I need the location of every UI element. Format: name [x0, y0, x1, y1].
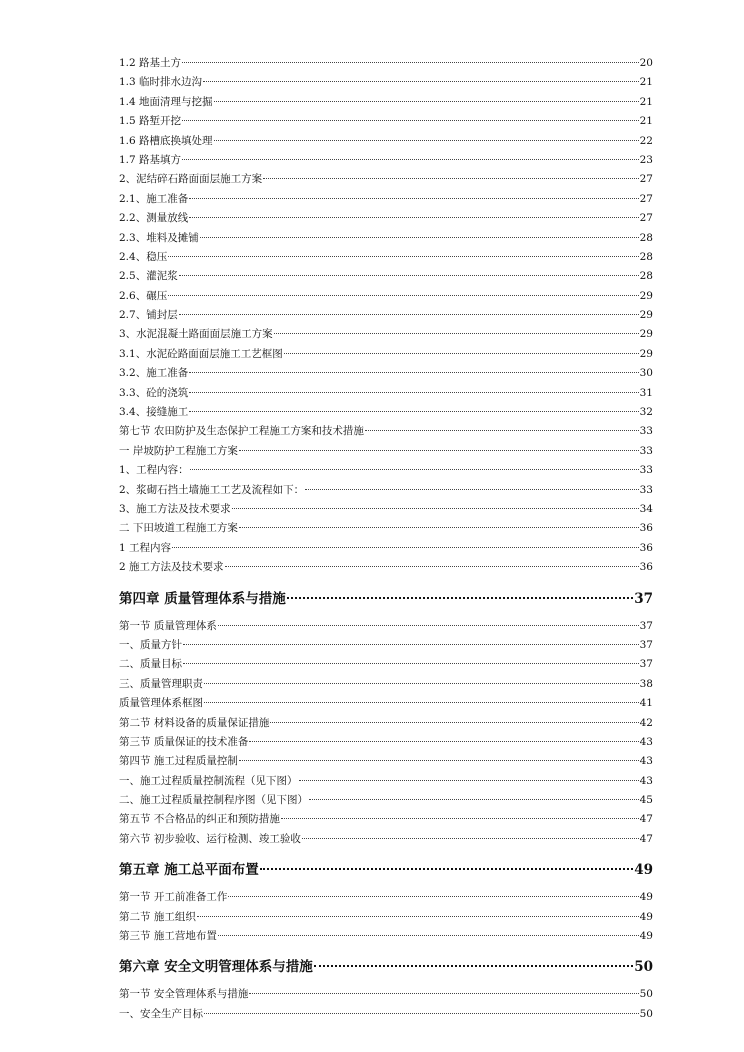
dot-leader — [204, 1013, 639, 1014]
toc-entry[interactable] — [119, 364, 653, 383]
toc-entry[interactable] — [119, 985, 653, 1004]
toc-entry-title: 一、安全生产目标 — [119, 1007, 203, 1020]
dot-leader — [305, 489, 638, 490]
toc-entry[interactable] — [119, 519, 653, 538]
dot-leader — [218, 625, 639, 626]
toc-entry-title: 2.5、灌泥浆 — [119, 270, 178, 283]
toc-entry-title: 二 下田坡道工程施工方案 — [119, 522, 238, 535]
toc-entry-title: 质量管理体系框图 — [119, 697, 203, 710]
toc-entry-title: 3.4、接缝施工 — [119, 406, 189, 419]
toc-entry[interactable] — [119, 267, 653, 286]
dot-leader — [189, 217, 638, 218]
toc-entry[interactable] — [119, 422, 653, 441]
toc-entry-page-number: 47 — [639, 813, 653, 826]
dot-leader — [204, 702, 639, 703]
toc-entry-page-number: 27 — [639, 173, 653, 186]
toc-entry-page-number: 32 — [639, 406, 653, 419]
toc-entry[interactable] — [119, 655, 653, 674]
toc-entry-page-number: 36 — [639, 561, 653, 574]
toc-entry-page-number: 43 — [639, 735, 653, 748]
toc-entry-title: 第一节 质量管理体系 — [119, 619, 217, 632]
toc-entry-title: 2.1、施工准备 — [119, 192, 189, 205]
dot-leader — [314, 965, 634, 967]
dot-leader — [172, 547, 639, 548]
toc-entry-page-number: 37 — [634, 590, 653, 607]
toc-entry-title: 第一节 开工前准备工作 — [119, 891, 228, 904]
toc-entry[interactable] — [119, 558, 653, 577]
dot-leader — [183, 663, 639, 664]
toc-entry-page-number: 30 — [639, 367, 653, 380]
toc-entry-title: 第六节 初步验收、运行检测、竣工验收 — [119, 832, 301, 845]
toc-chapter-entry[interactable] — [119, 858, 653, 883]
toc-entry-title: 1.7 路基填方 — [119, 153, 182, 166]
toc-entry[interactable] — [119, 93, 653, 112]
toc-entry[interactable] — [119, 325, 653, 344]
toc-entry-page-number: 37 — [639, 658, 653, 671]
toc-entry-title: 2.4、稳压 — [119, 250, 168, 263]
toc-entry[interactable] — [119, 481, 653, 500]
toc-entry[interactable] — [119, 461, 653, 480]
toc-entry-title: 3.1、水泥砼路面面层施工工艺框图 — [119, 347, 283, 360]
toc-entry-page-number: 27 — [639, 212, 653, 225]
dot-leader — [182, 62, 639, 63]
toc-entry-title: 1、工程内容： — [119, 464, 189, 477]
toc-entry-title: 第三节 施工营地布置 — [119, 930, 217, 943]
dot-leader — [189, 411, 638, 412]
toc-entry-page-number: 50 — [634, 959, 653, 976]
toc-chapter-entry[interactable] — [119, 587, 653, 612]
toc-entry-page-number: 21 — [639, 115, 653, 128]
toc-entry[interactable] — [119, 442, 653, 461]
toc-entry-title: 3.3、砼的浇筑 — [119, 386, 189, 399]
dot-leader — [281, 818, 639, 819]
toc-entry[interactable] — [119, 908, 653, 927]
toc-entry-title: 2.6、碾压 — [119, 289, 168, 302]
dot-leader — [200, 237, 639, 238]
toc-entry[interactable] — [119, 810, 653, 829]
toc-entry-title: 1.2 路基土方 — [119, 57, 182, 69]
toc-entry-title: 1.4 地面清理与挖掘 — [119, 95, 213, 108]
toc-entry-title: 二、施工过程质量控制程序图（见下图） — [119, 794, 308, 807]
toc-entry-page-number: 43 — [639, 755, 653, 768]
toc-entry[interactable] — [119, 229, 653, 248]
dot-leader — [309, 799, 639, 800]
toc-entry[interactable] — [119, 248, 653, 267]
dot-leader — [179, 314, 639, 315]
dot-leader — [270, 722, 638, 723]
toc-entry-title: 第四节 施工过程质量控制 — [119, 755, 238, 768]
toc-entry-title: 2.3、堆料及摊铺 — [119, 231, 199, 244]
toc-entry[interactable] — [119, 675, 653, 694]
toc-entry-title: 2 施工方法及技术要求 — [119, 561, 224, 574]
toc-entry[interactable] — [119, 830, 653, 849]
toc-entry[interactable] — [119, 132, 653, 151]
toc-entry[interactable] — [119, 306, 653, 325]
dot-leader — [225, 566, 639, 567]
toc-entry-page-number: 50 — [639, 1007, 653, 1020]
toc-entry-page-number: 49 — [639, 891, 653, 904]
dot-leader — [263, 178, 638, 179]
toc-entry-page-number: 29 — [639, 289, 653, 302]
dot-leader — [189, 392, 638, 393]
toc-entry-page-number: 22 — [639, 134, 653, 147]
toc-entry-page-number: 28 — [639, 250, 653, 263]
dot-leader — [197, 916, 639, 917]
dot-leader — [239, 760, 639, 761]
toc-entry-page-number: 29 — [639, 328, 653, 341]
toc-entry-title: 第四章 质量管理体系与措施 — [119, 590, 286, 607]
dot-leader — [302, 838, 639, 839]
toc-entry[interactable] — [119, 73, 653, 92]
toc-entry[interactable] — [119, 287, 653, 306]
toc-entry-title: 1.6 路槽底换填处理 — [119, 134, 213, 147]
dot-leader — [365, 430, 639, 431]
toc-entry-title: 3.2、施工准备 — [119, 367, 189, 380]
toc-entry-page-number: 50 — [639, 988, 653, 1001]
dot-leader — [249, 993, 638, 994]
toc-entry-page-number: 43 — [639, 774, 653, 787]
toc-chapter-entry[interactable] — [119, 955, 653, 980]
toc-entry[interactable] — [119, 345, 653, 364]
toc-entry-page-number: 49 — [639, 930, 653, 943]
toc-entry-title: 1.3 临时排水边沟 — [119, 76, 203, 89]
dot-leader — [179, 275, 639, 276]
dot-leader — [239, 450, 639, 451]
dot-leader — [204, 683, 639, 684]
toc-entry-title: 1.5 路堑开挖 — [119, 115, 182, 128]
toc-entry[interactable] — [119, 54, 653, 73]
toc-entry-page-number: 27 — [639, 192, 653, 205]
dot-leader — [249, 741, 638, 742]
toc-entry-page-number: 34 — [639, 502, 653, 515]
dot-leader — [168, 256, 638, 257]
toc-entry[interactable] — [119, 694, 653, 713]
dot-leader — [189, 198, 638, 199]
toc-entry[interactable] — [119, 752, 653, 771]
toc-entry-page-number: 28 — [639, 270, 653, 283]
dot-leader — [218, 935, 639, 936]
dot-leader — [182, 159, 639, 160]
dot-leader — [189, 372, 638, 373]
toc-entry-page-number: 47 — [639, 832, 653, 845]
toc-entry[interactable] — [119, 384, 653, 403]
dot-leader — [228, 896, 638, 897]
toc-entry-page-number: 29 — [639, 309, 653, 322]
toc-entry-title: 一、质量方针 — [119, 638, 182, 651]
toc-entry-page-number: 21 — [639, 95, 653, 108]
dot-leader — [190, 469, 639, 470]
toc-entry-title: 2、浆砌石挡土墙施工工艺及流程如下： — [119, 483, 305, 496]
toc-entry-title: 第五节 不合格品的纠正和预防措施 — [119, 813, 280, 826]
toc-entry-title: 2.7、铺封层 — [119, 309, 178, 322]
toc-entry-page-number: 33 — [639, 483, 653, 496]
dot-leader — [214, 140, 639, 141]
toc-entry-page-number: 36 — [639, 541, 653, 554]
toc-entry-page-number: 38 — [639, 677, 653, 690]
dot-leader — [214, 101, 639, 102]
dot-leader — [299, 780, 639, 781]
toc-entry-title: 第二节 材料设备的质量保证措施 — [119, 716, 270, 729]
toc-entry-title: 1 工程内容 — [119, 541, 172, 554]
toc-entry-page-number: 21 — [639, 76, 653, 89]
toc-entry[interactable] — [119, 170, 653, 189]
toc-entry-page-number: 23 — [639, 153, 653, 166]
toc-entry-page-number: 33 — [639, 444, 653, 457]
toc-entry-page-number: 36 — [639, 522, 653, 535]
toc-entry-title: 二、质量目标 — [119, 658, 182, 671]
toc-entry[interactable] — [119, 772, 653, 791]
toc-entry-title: 第六章 安全文明管理体系与措施 — [119, 959, 313, 976]
toc-entry[interactable] — [119, 636, 653, 655]
toc-entry-page-number: 45 — [639, 794, 653, 807]
toc-entry[interactable] — [119, 927, 653, 946]
toc-entry-page-number: 31 — [639, 386, 653, 399]
toc-entry[interactable] — [119, 500, 653, 519]
toc-entry-title: 第七节 农田防护及生态保护工程施工方案和技术措施 — [119, 425, 364, 438]
toc-entry[interactable] — [119, 190, 653, 209]
toc-entry-title: 3、施工方法及技术要求 — [119, 502, 231, 515]
dot-leader — [203, 81, 639, 82]
toc-entry[interactable] — [119, 151, 653, 170]
toc-page — [119, 54, 653, 1024]
toc-entry-title: 第一节 安全管理体系与措施 — [119, 988, 249, 1001]
toc-entry-title: 2.2、测量放线 — [119, 212, 189, 225]
toc-entry-page-number: 33 — [639, 464, 653, 477]
toc-entry-title: 第三节 质量保证的技术准备 — [119, 735, 249, 748]
toc-entry-page-number: 41 — [639, 697, 653, 710]
toc-entry-title: 一 岸坡防护工程施工方案 — [119, 444, 238, 457]
toc-entry-page-number: 28 — [639, 231, 653, 244]
toc-entry[interactable] — [119, 617, 653, 636]
toc-entry-page-number: 37 — [639, 619, 653, 632]
dot-leader — [239, 527, 639, 528]
toc-entry-page-number: 33 — [639, 425, 653, 438]
toc-entry[interactable] — [119, 1005, 653, 1024]
toc-entry-title: 三、质量管理职责 — [119, 677, 203, 690]
dot-leader — [183, 644, 639, 645]
toc-entry-page-number: 49 — [634, 862, 653, 879]
toc-entry-title: 2、泥结碎石路面面层施工方案 — [119, 173, 263, 186]
toc-entry-page-number: 29 — [639, 347, 653, 360]
toc-entry-title: 第五章 施工总平面布置 — [119, 862, 259, 879]
toc-entry-title: 第二节 施工组织 — [119, 910, 196, 923]
toc-entry[interactable] — [119, 791, 653, 810]
toc-entry-page-number: 49 — [639, 910, 653, 923]
toc-entry-title: 3、水泥混凝土路面面层施工方案 — [119, 328, 273, 341]
toc-entry-title: 一、施工过程质量控制流程（见下图） — [119, 774, 298, 787]
toc-entry[interactable] — [119, 112, 653, 131]
dot-leader — [182, 120, 639, 121]
dot-leader — [232, 508, 639, 509]
toc-entry[interactable] — [119, 714, 653, 733]
toc-entry[interactable] — [119, 733, 653, 752]
dot-leader — [284, 353, 639, 354]
toc-entry[interactable] — [119, 403, 653, 422]
toc-entry-page-number: 20 — [639, 57, 653, 69]
toc-entry[interactable] — [119, 888, 653, 907]
dot-leader — [168, 295, 638, 296]
toc-entry[interactable] — [119, 539, 653, 558]
toc-entry[interactable] — [119, 209, 653, 228]
dot-leader — [274, 333, 639, 334]
dot-leader — [287, 597, 634, 599]
toc-entry-page-number: 42 — [639, 716, 653, 729]
toc-entry-page-number: 37 — [639, 638, 653, 651]
dot-leader — [260, 868, 634, 870]
